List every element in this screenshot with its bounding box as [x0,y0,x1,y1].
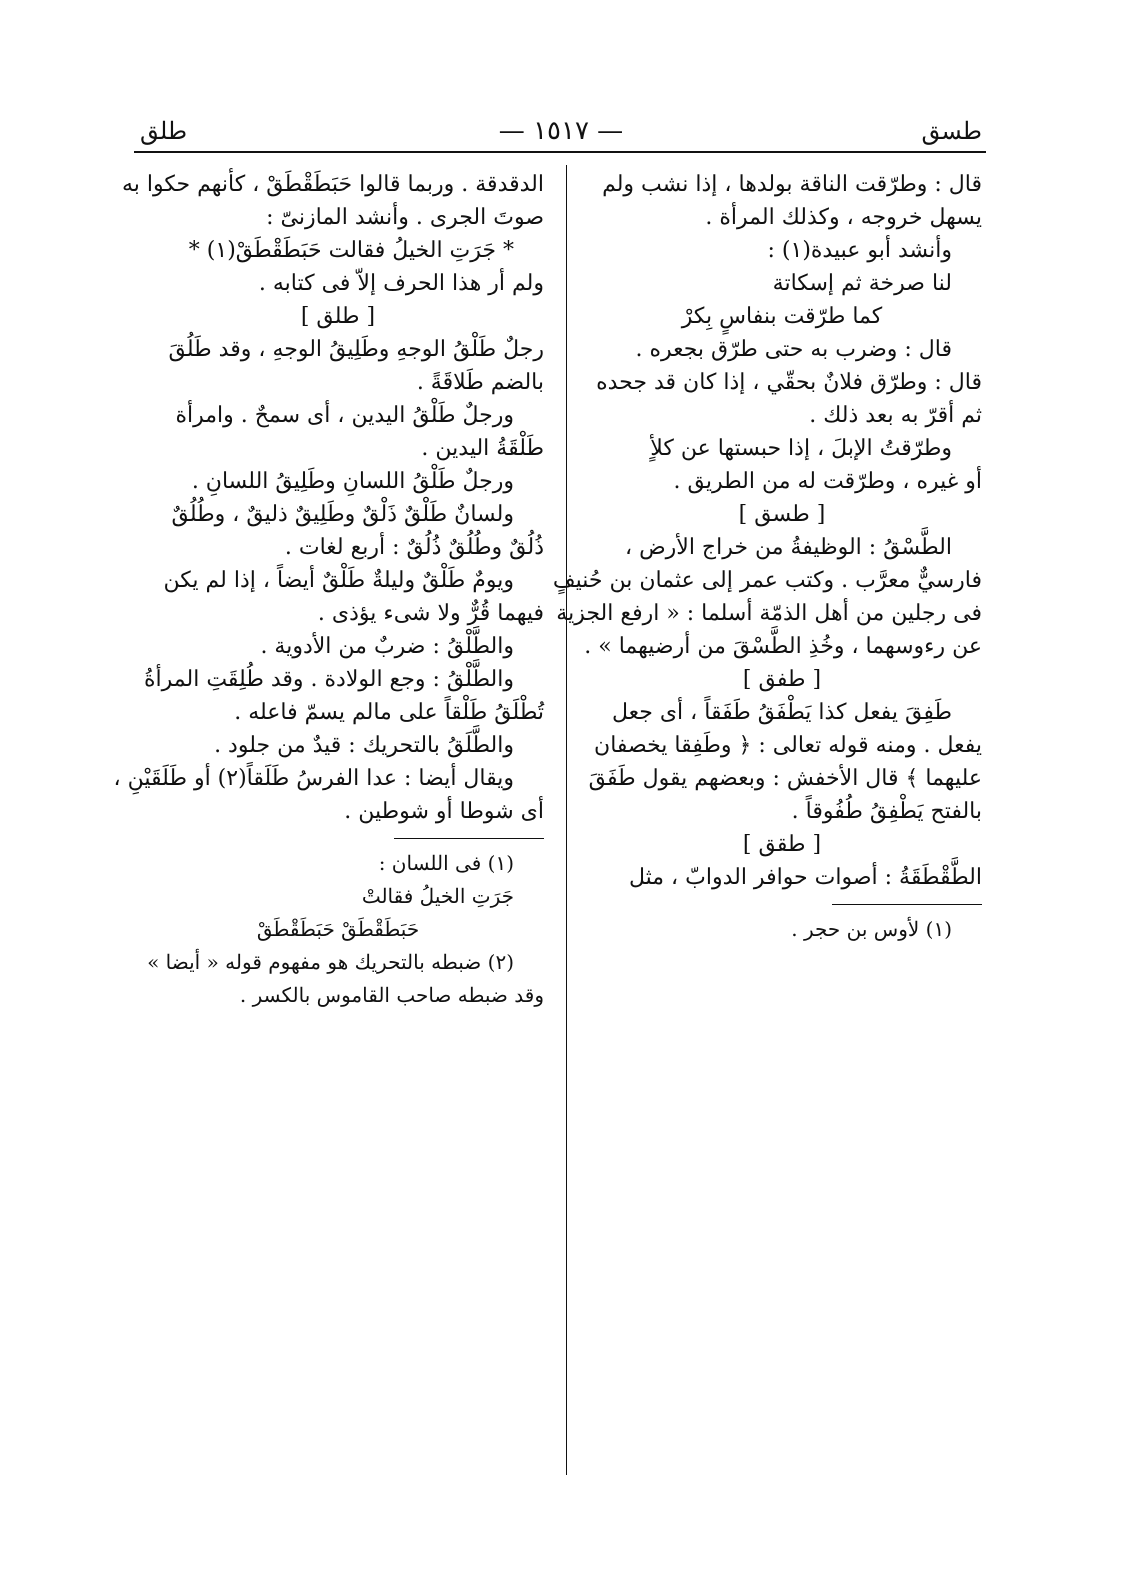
section-heading: [ طقق ] [742,832,822,857]
footnote: (١) فى اللسان : [378,851,514,875]
text-line: فيهما قُرٌّ ولا شىء يؤذى . [317,601,544,626]
section-heading: [ طفق ] [742,667,822,692]
verse-line: * جَرَتِ الخيلُ فقالت حَبَطَقْطَقْ(١) * [188,238,514,263]
text-line: والطَّلْقُ : وجع الولادة . وقد طُلِقَتِ المرأةُ [144,667,514,692]
text-line: بالفتح يَطْفِقُ طُفُوقاً . [791,799,982,824]
text-line: طَلْقَةُ اليدين . [421,436,544,461]
page-number: — ١٥١٧ — [498,116,624,146]
section-heading: [ طسق ] [738,502,826,527]
text-line: ولسانٌ طَلْقٌ ذَلْقٌ وطَلِيقٌ ذليقٌ ، وطُلُقٌ [171,502,514,527]
footnote: (٢) ضبطه بالتحريك هو مفهوم قوله « أيضا » [147,950,514,974]
text-line: أو غيره ، وطرّقت له من الطريق . [673,469,982,494]
text-line: ولم أر هذا الحرف إلاّ فى كتابه . [258,271,544,296]
section-heading: [ طلق ] [300,304,376,329]
text-line: ورجلٌ طَلْقُ اليدين ، أى سمحٌ . وامرأة [175,403,514,428]
text-line: ويقال أيضا : عدا الفرسُ طَلَقاً(٢) أو طَلَقَيْنِ ، [113,766,514,791]
text-line: أى شوطا أو شوطين . [344,799,544,824]
text-line: والطَّلَقُ بالتحريك : قيدٌ من جلود . [214,733,514,758]
text-line: يسهل خروجه ، وكذلك المرأة . [705,205,982,230]
text-line: بالضم طَلاقَةً . [416,370,544,395]
footnote: (١) لأوس بن حجر . [791,917,952,941]
right-column [552,168,982,946]
text-line: فارسيٌّ معرَّب . وكتب عمر إلى عثمان بن حُنيفٍ [552,568,982,593]
text-line: الطَّسْقُ : الوظيفةُ من خراج الأرض ، [624,535,952,560]
text-line: عن رءوسهما ، وخُذِ الطَّسْقَ من أرضيهما » . [584,634,982,659]
text-line: ورجلٌ طَلْقُ اللسانِ وطَلِيقُ اللسانِ . [191,469,514,494]
text-line: قال : وضرب به حتى طرّق بجعره . [635,337,952,362]
text-line: والطَّلْقُ : ضربٌ من الأدوية . [260,634,514,659]
text-line: قال : وطرّق فلانٌ بحقّي ، إذا كان قد جحده [596,370,982,395]
text-line: عليهما ﴾ قال الأخفش : وبعضهم يقول طَفَقَ [588,766,982,791]
text-line: طَفِقَ يفعل كذا يَطْفَقُ طَفَقاً ، أى جعل [611,700,952,725]
footnote-rule [832,904,982,905]
text-line: يفعل . ومنه قوله تعالى : ﴿ وطَفِقا يخصفان [594,733,982,758]
text-line: وأنشد أبو عبيدة(١) : [767,238,952,263]
text-line: رجلٌ طَلْقُ الوجهِ وطَلِيقُ الوجهِ ، وقد طَلُقَ [168,337,544,362]
text-line: ثم أقرّ به بعد ذلك . [809,403,982,428]
footnote-verse: حَبَطَقْطَقْ حَبَطَقْطَقْ [256,917,420,941]
text-line: وطرّقتُ الإبلَ ، إذا حبستها عن كلأٍ [650,436,952,461]
verse-line: لنا صرخة ثم إسكاتة [772,271,952,296]
header-entry-word-left: طلق [140,117,188,145]
text-line: صوتَ الجرى . وأنشد المازنىّ : [266,205,544,230]
footnote-rule [394,838,544,839]
text-line: الدقدقة . وربما قالوا حَبَطَقْطَقْ ، كأنهم حكوا به [121,172,544,197]
text-line: قال : وطرّقت الناقة بولدها ، إذا نشب ولم [602,172,982,197]
header-rule [134,151,986,153]
column-divider [566,165,567,1475]
left-column [113,168,544,1012]
text-line: الطَّقْطَقَةُ : أصوات حوافر الدوابّ ، مثل [628,865,982,890]
text-line: ذُلُقٌ وطُلُقٌ ذُلُقٌ : أربع لغات . [284,535,544,560]
text-line: فى رجلين من أهل الذمّة أسلما : « ارفع الجزية [556,601,982,626]
text-line: ويومٌ طَلْقٌ وليلةٌ طَلْقٌ أيضاً ، إذا لم يكن [163,568,514,593]
footnote: وقد ضبطه صاحب القاموس بالكسر . [239,983,544,1007]
verse-line: كما طرّقت بنفاسٍ بِكرْ [681,304,883,329]
footnote-verse: جَرَتِ الخيلُ فقالتْ [361,884,514,908]
text-line: تُطْلَقُ طَلْقاً على مالم يسمّ فاعله . [234,700,544,725]
header-entry-word-right: طسق [921,117,982,145]
